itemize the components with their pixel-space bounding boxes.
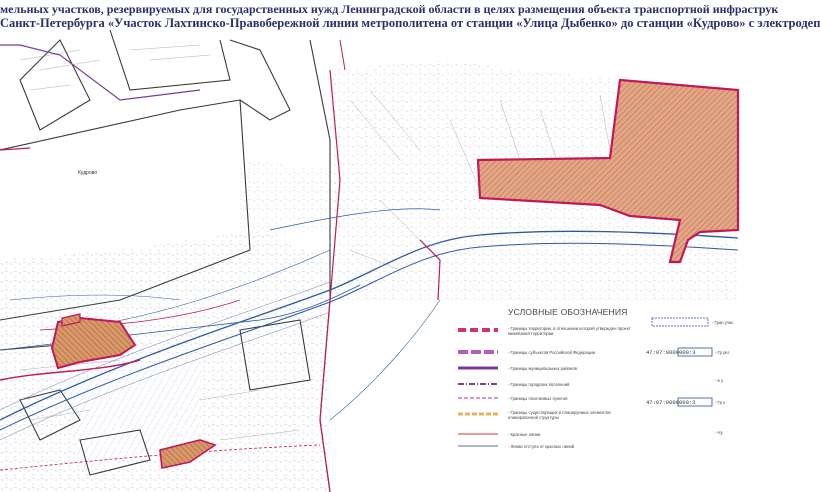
legend-right-code-3: 47:07:0000000:3 <box>646 399 696 406</box>
legend-item-3: - Границы городских поселений <box>508 382 570 387</box>
legend-right-item-0: - Гран учас <box>712 320 734 325</box>
legend-right-item-1: - Гр рег <box>715 350 730 355</box>
place-label: Кудрово <box>78 170 98 176</box>
legend-item-4: - Границы поселковых пунктов <box>508 396 568 401</box>
legend-right-code-1: 47:07:0000000:3 <box>646 349 696 356</box>
legend-right-box-0 <box>652 318 708 326</box>
legend-right-item-4: - Ну <box>715 430 723 435</box>
legend-title: УСЛОВНЫЕ ОБОЗНАЧЕНИЯ <box>508 307 628 317</box>
legend-item-1: - Границы субъектов Российской Федерации <box>508 350 595 355</box>
legend-right-item-3: - Гр к <box>715 400 725 405</box>
map-title-line-1: мельных участков, резервируемых для государственных нужд Ленинградской области в целях размещения объекта транспортной инфраструк <box>0 2 779 16</box>
legend-item-6: - Красные линии <box>508 432 541 437</box>
map-title-line-2: Санкт-Петербурга «Участок Лахтинско-Правобережной линии метрополитена от станции «Улица Дыбенко» до станции «Кудрово» с электродеп <box>0 16 820 30</box>
legend-item-0: - Границы территории, в отношении которой утвержден проект межевания территории <box>508 326 631 336</box>
legend <box>440 302 738 492</box>
legend-item-7: - Линии отступа от красных линий <box>508 444 575 449</box>
legend-item-2: - Границы муниципальных районов <box>508 366 577 371</box>
legend-item-5: - Границы существующих и планируемых элементов планировочной структуры <box>508 410 611 420</box>
legend-right-item-2: - в у <box>715 378 724 383</box>
